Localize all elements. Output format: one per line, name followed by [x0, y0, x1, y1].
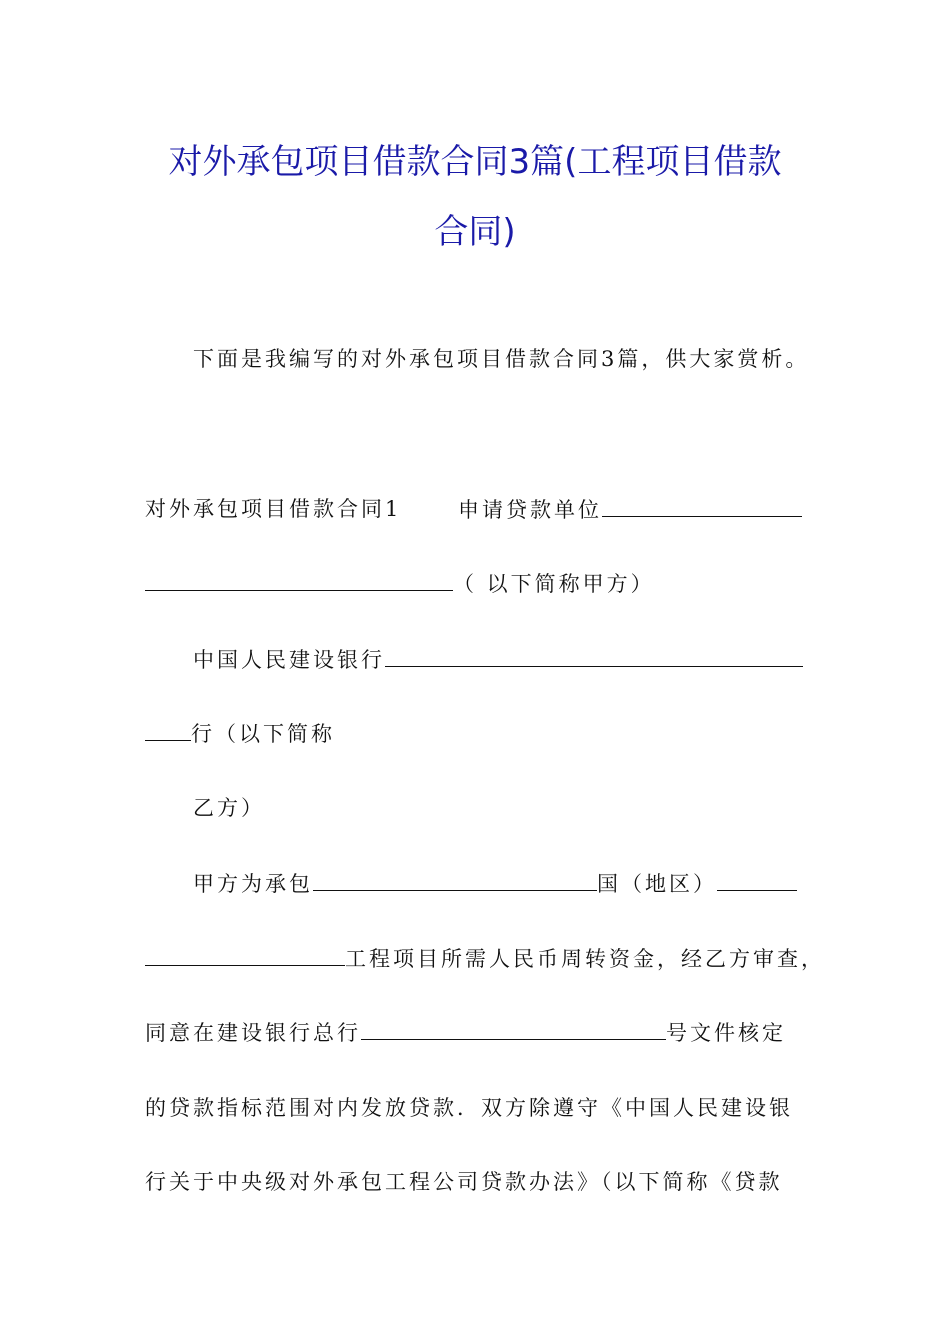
branch-line [145, 718, 335, 749]
project-label: 甲方为承包 [193, 872, 313, 896]
party-a-label: （ 以下简称甲方） [453, 572, 655, 596]
paragraph-line-10: 行关于中央级对外承包工程公司贷款办法》（以下简称《贷款 [145, 1170, 783, 1194]
paragraph-line-9: 的贷款指标范围对内发放贷款．双方除遵守《中国人民建设银 [145, 1096, 793, 1120]
bank-label: 中国人民建设银行 [193, 648, 385, 672]
intro-paragraph: 下面是我编写的对外承包项目借款合同3篇，供大家赏析。 [193, 347, 810, 371]
bank-blank [385, 644, 803, 667]
document-title-line-1: 对外承包项目借款合同3篇(工程项目借款 [168, 142, 782, 182]
contract-1-label: 对外承包项目借款合同1 [145, 497, 402, 521]
approval-line [145, 1017, 786, 1048]
party-b-line: 乙方） [193, 796, 265, 820]
contract-heading-line [145, 494, 401, 524]
project-name-blank [145, 943, 345, 966]
document-title-line-2: 合同) [434, 212, 516, 252]
approval-label: 同意在建设银行总行 [145, 1021, 361, 1045]
approval-suffix: 号文件核定 [666, 1021, 786, 1045]
country-label: 国（地区） [597, 872, 717, 896]
project-country-line [193, 868, 797, 899]
project-funds-line [145, 943, 825, 974]
party-a-line [145, 568, 655, 599]
funds-text: 工程项目所需人民币周转资金，经乙方审查， [345, 947, 825, 971]
region-blank [717, 868, 797, 891]
applicant-blank-2 [145, 568, 453, 591]
branch-blank [145, 718, 191, 741]
document-number-blank [361, 1017, 666, 1040]
branch-label: 行（以下简称 [191, 722, 335, 746]
bank-line [193, 644, 803, 675]
applicant-blank [602, 494, 802, 517]
applicant-line [458, 494, 802, 525]
applicant-label: 申请贷款单位 [458, 498, 602, 522]
country-blank [313, 868, 597, 891]
